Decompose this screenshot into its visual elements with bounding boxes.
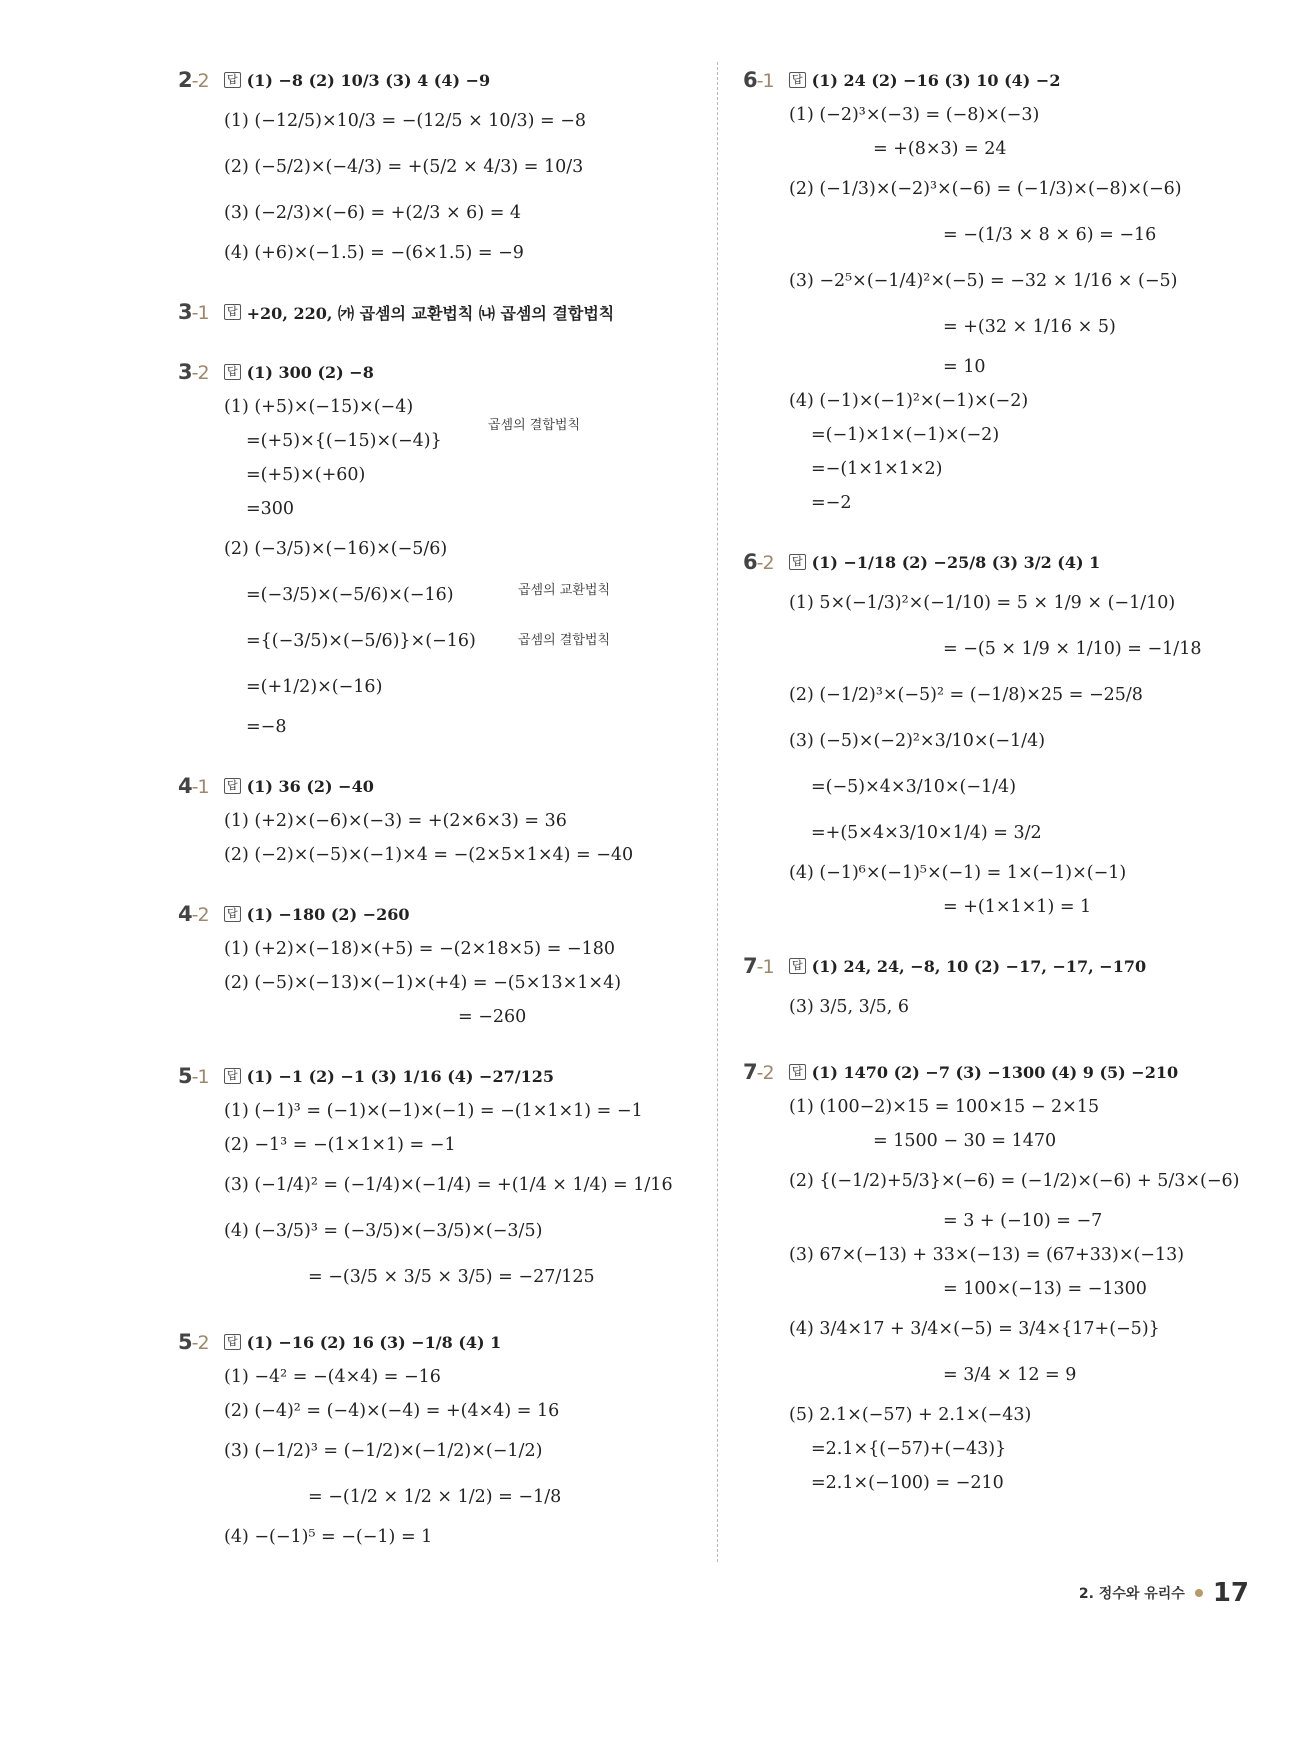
problem-number-main: 7 — [743, 1060, 757, 1084]
answer-badge: 답 — [224, 304, 241, 320]
solution-line: = −(5 × 1/9 × 1/10) = −1/18 — [943, 639, 1202, 659]
problem-number-main: 6 — [743, 68, 757, 92]
solution-line: = −(1/3 × 8 × 6) = −16 — [943, 225, 1157, 245]
problem-2-2 — [178, 62, 698, 270]
solution-line: (1) (+2)×(−6)×(−3) = +(2×6×3) = 36 — [224, 811, 567, 831]
answer-text: (1) 300 (2) −8 — [246, 362, 374, 382]
solution-line: (2) (−3/5)×(−16)×(−5/6) — [224, 539, 448, 559]
problem-number — [743, 954, 789, 978]
answer-badge: 답 — [789, 554, 806, 570]
law-note: 곱셈의 결합법칙 — [488, 418, 581, 433]
solution-line: (2) (−5)×(−13)×(−1)×(+4) = −(5×13×1×4) — [224, 973, 622, 993]
problem-3-1 — [178, 294, 698, 330]
answer-row — [178, 294, 698, 330]
answer-text: (1) 24, 24, −8, 10 (2) −17, −17, −170 — [811, 956, 1147, 976]
solution-line: (1) (100−2)×15 = 100×15 − 2×15 — [789, 1097, 1100, 1117]
problem-number-main: 6 — [743, 550, 757, 574]
problem-number — [178, 1330, 224, 1354]
solution-line: = 3/4 × 12 = 9 — [943, 1365, 1077, 1385]
solution-line: (4) −(−1)⁵ = −(−1) = 1 — [224, 1527, 433, 1547]
solution-line: (3) (−1/2)³ = (−1/2)×(−1/2)×(−1/2) — [224, 1441, 543, 1461]
problem-6-1 — [743, 62, 1263, 520]
problem-number-sub: -2 — [756, 552, 774, 574]
problem-number-sub: -1 — [756, 956, 774, 978]
solution-line: = 100×(−13) = −1300 — [943, 1279, 1147, 1299]
solution-line: (4) (−3/5)³ = (−3/5)×(−3/5)×(−3/5) — [224, 1221, 543, 1241]
answer-row — [743, 948, 1263, 984]
problem-7-2 — [743, 1054, 1263, 1500]
problem-number — [178, 300, 224, 324]
answer-badge: 답 — [789, 958, 806, 974]
answer-row — [178, 896, 698, 932]
solution-line: = −260 — [458, 1007, 527, 1027]
solution-line: (3) (−5)×(−2)²×3/10×(−1/4) — [789, 731, 1046, 751]
solution-line: =−(1×1×1×2) — [811, 459, 943, 479]
solution-line: (1) (−1)³ = (−1)×(−1)×(−1) = −(1×1×1) = −1 — [224, 1101, 643, 1121]
right-column — [743, 62, 1263, 1524]
answer-row — [743, 544, 1263, 580]
solution-line: (4) (+6)×(−1.5) = −(6×1.5) = −9 — [224, 243, 524, 263]
solution-line: =(−5)×4×3/10×(−1/4) — [811, 777, 1017, 797]
problem-number — [178, 902, 224, 926]
problem-6-2 — [743, 544, 1263, 924]
answer-badge: 답 — [224, 364, 241, 380]
answer-row — [178, 768, 698, 804]
solution-line: (3) −2⁵×(−1/4)²×(−5) = −32 × 1/16 × (−5) — [789, 271, 1178, 291]
problem-number-main: 2 — [178, 68, 192, 92]
problem-number-main: 7 — [743, 954, 757, 978]
answer-row — [178, 62, 698, 98]
problem-number-sub: -1 — [191, 1066, 209, 1088]
problem-number-sub: -1 — [191, 302, 209, 324]
solution-line: = 3 + (−10) = −7 — [943, 1211, 1103, 1231]
solution-line: = +(1×1×1) = 1 — [943, 897, 1092, 917]
law-note: 곱셈의 결합법칙 — [518, 633, 611, 648]
answer-row — [178, 1324, 698, 1360]
solution-line: (3) 3/5, 3/5, 6 — [789, 997, 910, 1017]
problem-number-main: 4 — [178, 774, 192, 798]
solution-line: = 1500 − 30 = 1470 — [873, 1131, 1057, 1151]
solution-line: (3) (−1/4)² = (−1/4)×(−1/4) = +(1/4 × 1/4) = 1/16 — [224, 1175, 673, 1195]
problem-number-sub: -2 — [191, 362, 209, 384]
problem-number-sub: -2 — [191, 1332, 209, 1354]
problem-number-main: 5 — [178, 1064, 192, 1088]
problem-number-sub: -2 — [191, 70, 209, 92]
solution-line: (2) (−1/3)×(−2)³×(−6) = (−1/3)×(−8)×(−6) — [789, 179, 1182, 199]
solution-line: (4) (−1)⁶×(−1)⁵×(−1) = 1×(−1)×(−1) — [789, 863, 1127, 883]
problem-number — [178, 774, 224, 798]
solution-line: = 10 — [943, 357, 986, 377]
solution-line: =300 — [246, 499, 295, 519]
solution-line: =(+1/2)×(−16) — [246, 677, 383, 697]
problem-number-sub: -2 — [756, 1062, 774, 1084]
solution-line: (1) −4² = −(4×4) = −16 — [224, 1367, 441, 1387]
answer-row — [743, 62, 1263, 98]
answer-text: +20, 220, ㈎ 곱셈의 교환법칙 ㈏ 곱셈의 결합법칙 — [246, 303, 615, 323]
problem-number — [178, 68, 224, 92]
problem-number — [743, 550, 789, 574]
solution-line: =(−3/5)×(−5/6)×(−16) — [246, 585, 454, 605]
solution-line: = +(8×3) = 24 — [873, 139, 1007, 159]
answer-text: (1) 24 (2) −16 (3) 10 (4) −2 — [811, 70, 1061, 90]
problem-3-2 — [178, 354, 698, 744]
answer-badge: 답 — [224, 906, 241, 922]
problem-number-sub: -1 — [191, 776, 209, 798]
solution-line: (4) (−1)×(−1)²×(−1)×(−2) — [789, 391, 1029, 411]
problem-number-sub: -1 — [756, 70, 774, 92]
problem-number-main: 4 — [178, 902, 192, 926]
answer-badge: 답 — [789, 1064, 806, 1080]
solution-line: =−2 — [811, 493, 852, 513]
answer-badge: 답 — [224, 1068, 241, 1084]
answer-text: (1) 1470 (2) −7 (3) −1300 (4) 9 (5) −210 — [811, 1062, 1179, 1082]
solution-line: (1) 5×(−1/3)²×(−1/10) = 5 × 1/9 × (−1/10) — [789, 593, 1176, 613]
solution-line: =(+5)×(+60) — [246, 465, 366, 485]
solution-line: (3) (−2/3)×(−6) = +(2/3 × 6) = 4 — [224, 203, 522, 223]
solution-line: =2.1×(−100) = −210 — [811, 1473, 1004, 1493]
solution-line: =(+5)×{(−15)×(−4)} — [246, 431, 442, 451]
problem-number-sub: -2 — [191, 904, 209, 926]
solution-line: =−8 — [246, 717, 287, 737]
answer-badge: 답 — [224, 72, 241, 88]
problem-7-1 — [743, 948, 1263, 1030]
answer-text: (1) −1/18 (2) −25/8 (3) 3/2 (4) 1 — [811, 552, 1101, 572]
problem-4-2 — [178, 896, 698, 1034]
solution-line: (2) −1³ = −(1×1×1) = −1 — [224, 1135, 456, 1155]
solution-line: =2.1×{(−57)+(−43)} — [811, 1439, 1007, 1459]
problem-number — [743, 68, 789, 92]
problem-number — [178, 1064, 224, 1088]
law-note: 곱셈의 교환법칙 — [518, 583, 611, 598]
solution-line: =+(5×4×3/10×1/4) = 3/2 — [811, 823, 1042, 843]
solution-line: (2) (−5/2)×(−4/3) = +(5/2 × 4/3) = 10/3 — [224, 157, 584, 177]
problem-4-1 — [178, 768, 698, 872]
problem-number — [178, 360, 224, 384]
solution-line: = −(3/5 × 3/5 × 3/5) = −27/125 — [308, 1267, 595, 1287]
solution-line: (2) {(−1/2)+5/3}×(−6) = (−1/2)×(−6) + 5/3×(−6) — [789, 1171, 1240, 1191]
solution-line: (1) (−2)³×(−3) = (−8)×(−3) — [789, 105, 1040, 125]
solution-line: (1) (+5)×(−15)×(−4) — [224, 397, 414, 417]
problem-number-main: 3 — [178, 360, 192, 384]
footer-dot-icon — [1195, 1589, 1203, 1597]
answer-text: (1) 36 (2) −40 — [246, 776, 374, 796]
left-column — [178, 62, 698, 1578]
page-footer — [1079, 1578, 1249, 1608]
solution-line: =(−1)×1×(−1)×(−2) — [811, 425, 1000, 445]
chapter-title: 2. 정수와 유리수 — [1078, 1586, 1185, 1602]
answer-badge: 답 — [224, 1334, 241, 1350]
answer-text: (1) −8 (2) 10/3 (3) 4 (4) −9 — [246, 70, 491, 90]
problem-number — [743, 1060, 789, 1084]
answer-row — [743, 1054, 1263, 1090]
problem-5-1 — [178, 1058, 698, 1300]
column-divider — [717, 62, 718, 1562]
answer-badge: 답 — [224, 778, 241, 794]
solution-line: ={(−3/5)×(−5/6)}×(−16) — [246, 631, 476, 651]
problem-number-main: 3 — [178, 300, 192, 324]
page-number: 17 — [1212, 1578, 1249, 1608]
solution-line: (3) 67×(−13) + 33×(−13) = (67+33)×(−13) — [789, 1245, 1185, 1265]
problem-5-2 — [178, 1324, 698, 1554]
answer-text: (1) −180 (2) −260 — [246, 904, 410, 924]
answer-row — [178, 354, 698, 390]
solution-line: = −(1/2 × 1/2 × 1/2) = −1/8 — [308, 1487, 562, 1507]
problem-number-main: 5 — [178, 1330, 192, 1354]
answer-row — [178, 1058, 698, 1094]
solution-line: (5) 2.1×(−57) + 2.1×(−43) — [789, 1405, 1032, 1425]
solution-line: (2) (−4)² = (−4)×(−4) = +(4×4) = 16 — [224, 1401, 560, 1421]
answer-badge: 답 — [789, 72, 806, 88]
solution-line: (2) (−1/2)³×(−5)² = (−1/8)×25 = −25/8 — [789, 685, 1143, 705]
answer-text: (1) −16 (2) 16 (3) −1/8 (4) 1 — [246, 1332, 502, 1352]
solution-line: (1) (+2)×(−18)×(+5) = −(2×18×5) = −180 — [224, 939, 615, 959]
solution-line: = +(32 × 1/16 × 5) — [943, 317, 1116, 337]
solution-line: (4) 3/4×17 + 3/4×(−5) = 3/4×{17+(−5)} — [789, 1319, 1160, 1339]
answer-text: (1) −1 (2) −1 (3) 1/16 (4) −27/125 — [246, 1066, 554, 1086]
solution-line: (2) (−2)×(−5)×(−1)×4 = −(2×5×1×4) = −40 — [224, 845, 634, 865]
solution-line: (1) (−12/5)×10/3 = −(12/5 × 10/3) = −8 — [224, 111, 587, 131]
